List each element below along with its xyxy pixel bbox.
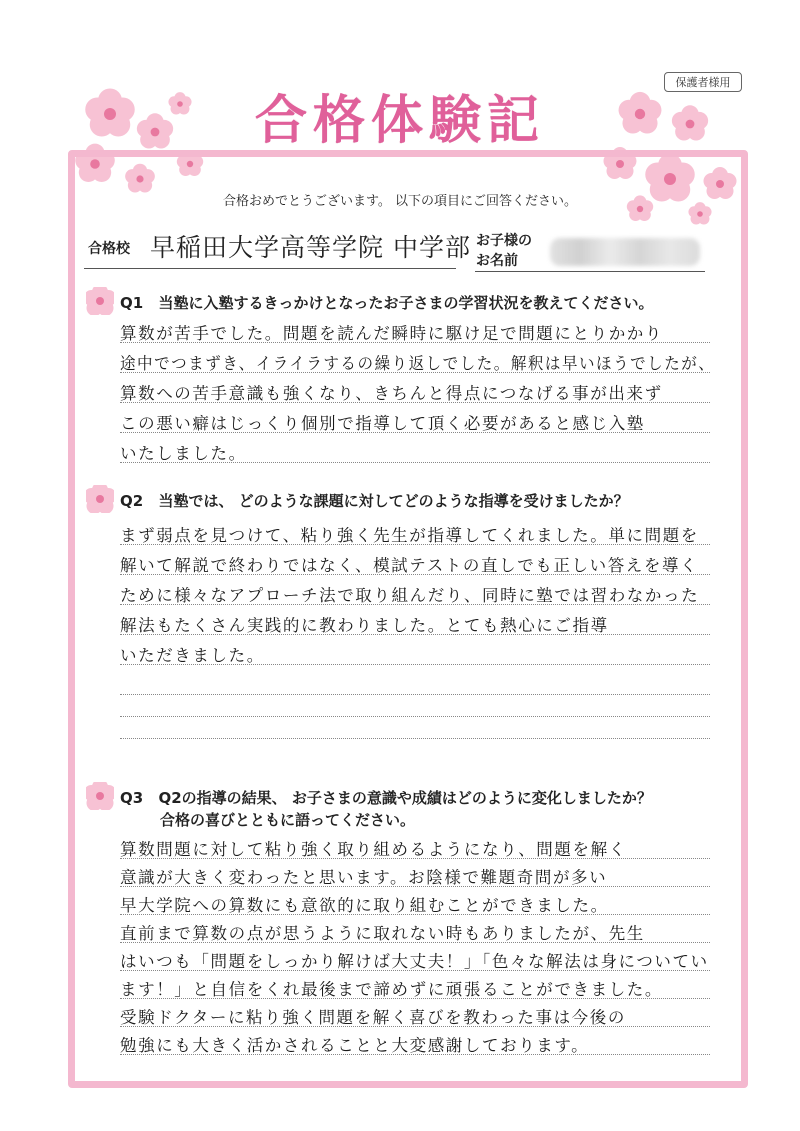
q3-answer-line: ます！」と自信をくれ最後まで諦めずに頑張ることができました。 [120,980,663,999]
q2-answer-line: 解法もたくさん実践的に教わりました。とても熱心にご指導 [120,616,609,635]
q3-answer-line: 早大学院への算数にも意欲的に取り組むことができました。 [120,896,609,915]
school-underline [84,268,456,269]
intro-text: 合格おめでとうございます。 以下の項目にご回答ください。 [222,194,578,209]
q2-answer-line: いただきました。 [120,646,265,665]
q2-text: 当塾では、 どのような課題に対してどのような指導を受けましたか？ [158,492,629,510]
q3-answer-line: 算数問題に対して粘り強く取り組めるようになり、問題を解く [120,840,627,859]
page-title: 合格体験記 [254,90,545,151]
q1-answer-line: いたしました。 [120,444,247,463]
q1-answer-line: 算数への苦手意識も強くなり、きちんと得点につなげる事が出来ず [120,384,663,403]
q1-number: Q1 [120,294,144,312]
q3-answer-line: 直前まで算数の点が思うように取れない時もありましたが、先生 [120,924,645,943]
q2-answer-line: ために様々なアプローチ法で取り組んだり、同時に塾では習わなかった [120,586,700,605]
q3-question [120,787,652,831]
guardian-badge: 保護者様用 [664,72,742,92]
name-label: お名前 [476,253,518,269]
q3-answer-line: 受験ドクターに粘り強く問題を解く喜びを教わった事は今後の [120,1008,626,1027]
school-name: 早稲田大学高等学院 中学部 [150,233,471,262]
q2-number: Q2 [120,492,144,510]
q3-answer-line: はいつも「問題をしっかり解けば大丈夫！」「色々な解法は身についてい [120,952,709,971]
q1-question [120,292,653,313]
q2-answer-line: 解いて解説で終わりではなく、模試テストの直しでも正しい答えを導く [120,556,699,575]
child-label: お子様の [476,233,532,249]
flower-bullet-icon [86,485,114,513]
q3-answer-line: 意識が大きく変わったと思います。お陰様で難題奇問が多い [120,868,608,887]
name-underline [475,271,705,272]
flower-bullet-icon [86,287,114,315]
q3-number: Q3 [120,789,144,807]
flower-bullet-icon [86,782,114,810]
q3-text-line1: Q2の指導の結果、 お子さまの意識や成績はどのように変化しましたか？ [158,789,652,807]
q1-text: 当塾に入塾するきっかけとなったお子さまの学習状況を教えてください。 [158,294,654,312]
q1-answer-line: 途中でつまずき、イライラするの繰り返しでした。解釈は早いほうでしたが、 [120,354,716,373]
q1-answer-line: 算数が苦手でした。問題を読んだ瞬時に駆け足で問題にとりかかり [120,324,663,343]
redacted-name [550,238,700,266]
q2-question [120,490,629,511]
q1-answer-line: この悪い癖はじっくり個別で指導して頂く必要があると感じ入塾 [120,414,645,433]
child-name-label [476,231,532,271]
q3-answer-line: 勉強にも大きく活かされることと大変感謝しております。 [120,1036,590,1055]
school-label: 合格校 [88,241,130,257]
q3-text-line2: 合格の喜びとともに語ってください。 [160,811,416,829]
q2-answer-line: まず弱点を見つけて、粘り強く先生が指導してくれました。単に問題を [120,526,699,545]
